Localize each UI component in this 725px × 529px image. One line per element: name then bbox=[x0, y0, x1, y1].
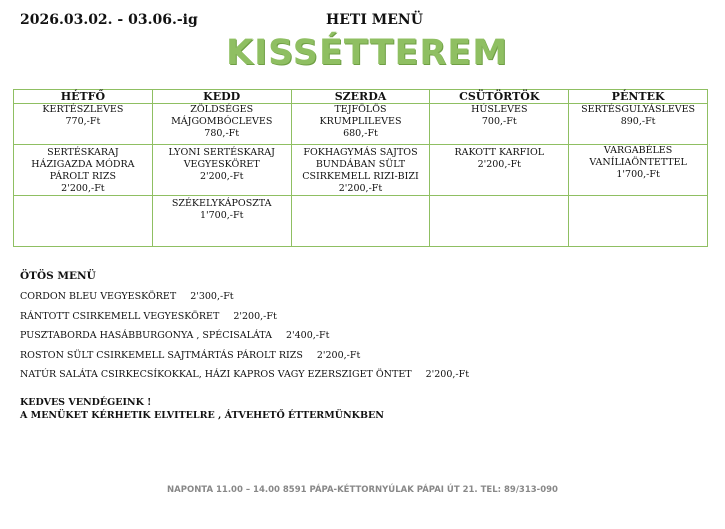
menu-cell bbox=[291, 145, 430, 196]
item-price: 2'400,-Ft bbox=[285, 330, 330, 341]
page-title: HETI MENÜ bbox=[326, 12, 423, 28]
restaurant-logo bbox=[224, 30, 509, 76]
footer-contact: NAPONTA 11.00 – 14.00 8591 PÁPA-KÉTTORNYÚLAK PÁPAI ÚT 21. TEL: 89/313-090 bbox=[167, 485, 558, 495]
dish-price: 2'200,-Ft bbox=[61, 183, 105, 194]
dish-price: 770,-Ft bbox=[65, 116, 101, 127]
list-item bbox=[20, 330, 469, 350]
menu-cell bbox=[569, 196, 708, 247]
menu-cell bbox=[291, 104, 430, 145]
dish-price: 1'700,-Ft bbox=[616, 169, 660, 180]
list-item bbox=[20, 311, 469, 331]
item-name: NATÚR SALÁTA CSIRKECSÍKOKKAL, HÁZI KAPROS VAGY EZERSZIGET ÖNTET bbox=[20, 369, 412, 380]
dish-name: VARGABÉLES VANÍLIAÖNTETTEL bbox=[589, 145, 687, 168]
menu-cell bbox=[152, 196, 291, 247]
day-header-friday: PÉNTEK bbox=[569, 90, 708, 104]
menu-cell bbox=[430, 196, 569, 247]
weekly-menu-table bbox=[13, 89, 708, 247]
menu-cell bbox=[152, 145, 291, 196]
dish-name: LYONI SERTÉSKARAJ VEGYESKÖRET bbox=[168, 147, 275, 170]
item-name: ROSTON SÜLT CSIRKEMELL SAJTMÁRTÁS PÁROLT RIZS bbox=[20, 349, 303, 361]
dish-price: 780,-Ft bbox=[204, 128, 240, 139]
dish-price: 2'200,-Ft bbox=[199, 171, 244, 182]
item-price: 2'200,-Ft bbox=[425, 369, 470, 380]
list-item bbox=[20, 291, 469, 311]
dish-name: SZÉKELYKÁPOSZTA bbox=[171, 198, 272, 209]
menu-cell bbox=[152, 104, 291, 145]
dish-name: RAKOTT KARFIOL bbox=[454, 147, 545, 158]
soup-row bbox=[14, 104, 708, 145]
day-header-tuesday: KEDD bbox=[152, 90, 291, 104]
dish-price: 680,-Ft bbox=[343, 128, 378, 139]
list-item bbox=[20, 350, 469, 370]
item-name: PUSZTABORDA HASÁBBURGONYA , SPÉCISALÁTA bbox=[20, 330, 272, 341]
menu-cell bbox=[430, 104, 569, 145]
menu-cell bbox=[14, 145, 153, 196]
item-price: 2'200,-Ft bbox=[233, 310, 277, 322]
dish-price: 2'200,-Ft bbox=[477, 159, 521, 170]
dish-name: FOKHAGYMÁS SAJTOS BUNDÁBAN SÜLT CSIRKEMELL RIZI-BIZI bbox=[302, 147, 419, 182]
dish-name: TEJFÖLÖS KRUMPLILEVES bbox=[319, 104, 402, 127]
menu-cell bbox=[430, 145, 569, 196]
dish-price: 2'200,-Ft bbox=[338, 183, 383, 194]
day-header-monday: HÉTFŐ bbox=[14, 90, 153, 104]
dish-price: 1'700,-Ft bbox=[199, 210, 244, 221]
item-name: RÁNTOTT CSIRKEMELL VEGYESKÖRET bbox=[20, 310, 220, 322]
menu-cell bbox=[14, 104, 153, 145]
main-dish-row bbox=[14, 145, 708, 196]
extra-dish-row bbox=[14, 196, 708, 247]
dish-name: SERTÉSGULYÁSLEVES bbox=[581, 104, 696, 115]
date-range: 2026.03.02. - 03.06.-ig bbox=[20, 12, 198, 28]
menu-cell bbox=[291, 196, 430, 247]
dish-name: ZÖLDSÉGES MÁJGOMBÓCLEVES bbox=[171, 104, 273, 127]
fixed-menu-title: ÖTÖS MENÜ bbox=[20, 270, 96, 282]
notice-line-1: KEDVES VENDÉGEINK ! bbox=[20, 397, 152, 408]
guest-notice bbox=[20, 396, 384, 422]
dish-name: SERTÉSKARAJ HÁZIGAZDA MÓDRA PÁROLT RIZS bbox=[31, 147, 135, 182]
logo-text: KISSÉTTEREM bbox=[226, 33, 509, 73]
day-header-wednesday: SZERDA bbox=[291, 90, 430, 104]
dish-price: 700,-Ft bbox=[481, 116, 517, 127]
item-price: 2'200,-Ft bbox=[316, 349, 361, 361]
dish-price: 890,-Ft bbox=[620, 116, 656, 127]
menu-cell bbox=[569, 145, 708, 196]
menu-cell bbox=[14, 196, 153, 247]
notice-line-2: A MENÜKET KÉRHETIK ELVITELRE , ÁTVEHETŐ ÉTTERMÜNKBEN bbox=[20, 410, 384, 421]
list-item bbox=[20, 369, 469, 389]
item-price: 2'300,-Ft bbox=[190, 291, 234, 302]
dish-name: KERTÉSZLEVES bbox=[42, 104, 124, 115]
item-name: CORDON BLEU VEGYESKÖRET bbox=[20, 291, 177, 302]
menu-cell bbox=[569, 104, 708, 145]
dish-name: HÚSLEVES bbox=[471, 104, 528, 115]
day-header-thursday: CSÜTÖRTÖK bbox=[430, 90, 569, 104]
fixed-menu-list bbox=[20, 291, 469, 389]
table-header-row bbox=[14, 90, 708, 104]
